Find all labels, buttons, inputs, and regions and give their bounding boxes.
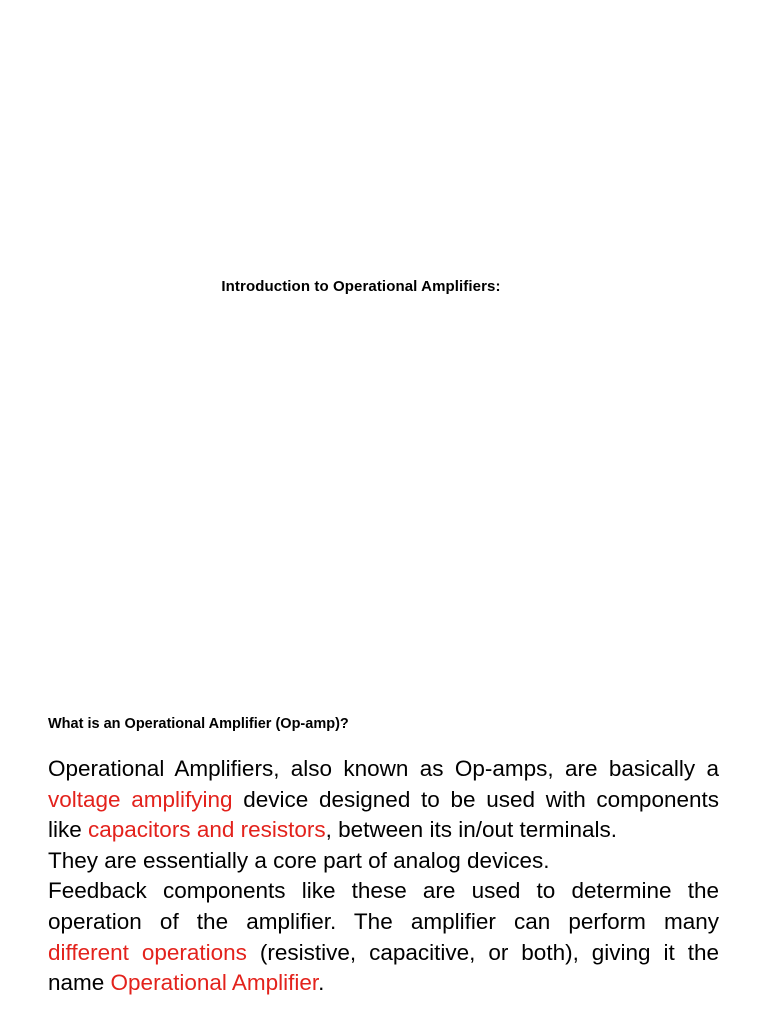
page-title: Introduction to Operational Amplifiers: — [221, 278, 501, 295]
paragraph-text: (resistive, capacitive, or both), giving it the — [246, 939, 719, 965]
paragraph-text: , between its in/out terminals. — [325, 817, 618, 843]
highlight-operational-amplifier: Operational Amplifier — [110, 970, 319, 996]
paragraph-line: Operational Amplifiers, also known as Op-amps, are basically a — [48, 756, 719, 781]
highlight-different-operations: different operations — [48, 939, 247, 965]
paragraph-line — [48, 938, 719, 969]
paragraph-text: . — [318, 970, 325, 996]
paragraph-text: device designed to be used with components — [232, 786, 720, 812]
paragraph-line: Feedback components like these are used to determine the — [48, 878, 719, 904]
paragraph-text: name — [48, 970, 111, 996]
paragraph-line — [48, 968, 719, 999]
paragraph-line: operation of the amplifier. The amplifier can perform many — [48, 908, 719, 934]
section-heading: What is an Operational Amplifier (Op-amp)? — [48, 716, 349, 732]
paragraph-line — [48, 785, 719, 816]
highlight-capacitors-resistors: capacitors and resistors — [88, 817, 326, 843]
paragraph-text: like — [48, 817, 89, 843]
paragraph-line — [48, 815, 719, 846]
highlight-voltage-amplifying: voltage amplifying — [48, 786, 233, 812]
paragraph-line: They are essentially a core part of analog devices. — [48, 847, 550, 873]
body-paragraph — [48, 754, 719, 999]
